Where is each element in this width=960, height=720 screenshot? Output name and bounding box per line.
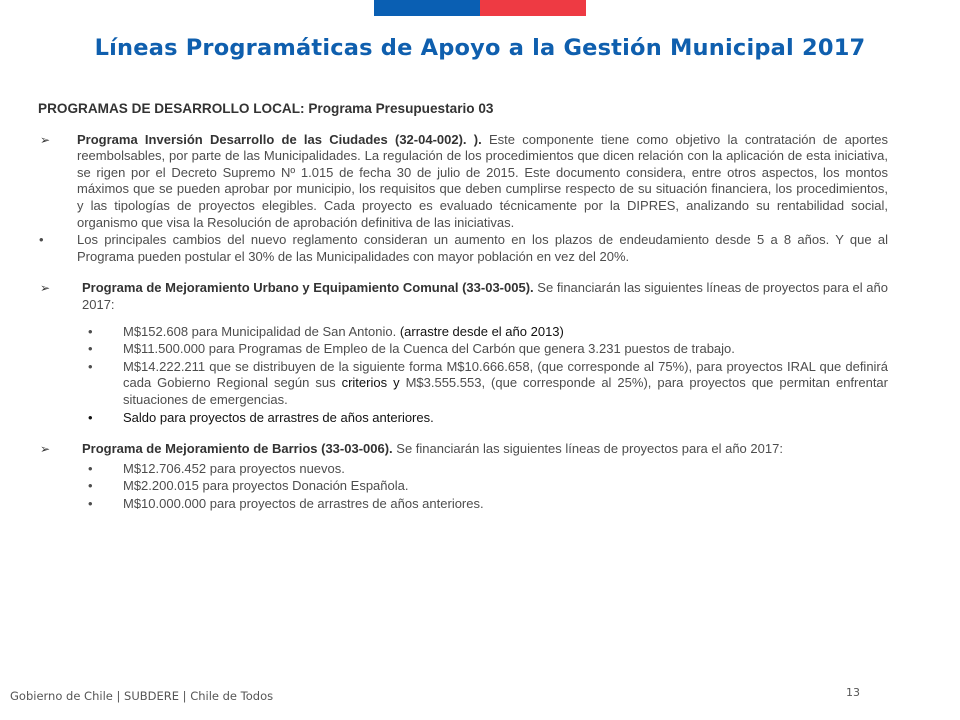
program-mejoramiento-urbano (38, 280, 888, 313)
program-lines-list (38, 461, 888, 513)
list-item (88, 359, 888, 409)
list-item (88, 478, 888, 495)
bullet-icon: • (88, 358, 93, 374)
bullet-icon: • (88, 478, 93, 494)
bullet-icon: • (88, 460, 93, 476)
program-description: Este componente tiene como objetivo la contratación de aportes reembolsables, por parte de las Municipalidades. La regulación de los procedimientos que dicen relación con la aplicación de esta iniciativa, se rigen por el Decreto Supremo Nº 1.015 de fecha 30 de julio de 2015. Este documento considera, entre otros aspectos, los montos máximos que se pueden aprobar por municipio, los requisitos que deben cumplirse respecto de su situación financiera, los procedimientos, y las tipologías de proyectos elegibles. Cada proyecto es evaluado técnicamente por la DIPRES, analizando su rentabilidad social, organismo que visa la Resolución de aprobación definitiva de las iniciativas. (77, 131, 888, 230)
program-note-text: Los principales cambios del nuevo reglamento consideran un aumento en los plazos de endeudamiento desde 5 a 8 años. Y que al Programa pueden postular el 30% de las Municipalidades con mayor población en vez del 20%. (77, 232, 888, 264)
program-description: Se financiarán las siguientes líneas de proyectos para el año 2017: (82, 280, 888, 312)
flag-blue-stripe (374, 0, 480, 16)
list-item-text: M$2.200.015 para proyectos Donación Española. (123, 478, 409, 494)
bullet-icon: • (39, 232, 44, 248)
list-item-text-end: M$3.555.553, (que corresponde al 25%), para proyectos que permitan enfrentar situaciones de emergencias. (123, 375, 888, 407)
list-item-emphasis: criterios y (341, 375, 400, 391)
program-title: Programa Inversión Desarrollo de las Ciudades (32-04-002). ). (77, 131, 482, 147)
list-item (88, 410, 888, 427)
program-text (82, 280, 888, 313)
page-number: 13 (846, 686, 860, 699)
flag-bar (374, 0, 586, 16)
list-item-text: M$12.706.452 para proyectos nuevos. (123, 460, 345, 476)
list-item (88, 324, 888, 341)
arrow-bullet-icon: ➢ (40, 442, 51, 457)
program-text (77, 132, 888, 232)
list-item-text: M$152.608 para Municipalidad de San Antonio. (123, 323, 397, 339)
list-item-note: (arrastre desde el año 2013) (396, 323, 564, 339)
list-item-text: Saldo para proyectos de arrastres de años anteriores. (123, 409, 434, 425)
flag-red-stripe (480, 0, 586, 16)
footer-text: Gobierno de Chile | SUBDERE | Chile de Todos (10, 689, 274, 703)
program-inversion-desarrollo (38, 132, 888, 232)
bullet-icon: • (88, 341, 93, 357)
list-item (88, 496, 888, 513)
program-title: Programa de Mejoramiento Urbano y Equipamiento Comunal (33-03-005). (82, 280, 534, 296)
program-text (82, 441, 888, 458)
bullet-icon: • (88, 495, 93, 511)
program-title: Programa de Mejoramiento de Barrios (33-03-006). (82, 441, 393, 457)
section-heading: PROGRAMAS DE DESARROLLO LOCAL: Programa Presupuestario 03 (38, 101, 494, 116)
program-note (38, 232, 888, 265)
list-item-text: M$14.222.211 que se distribuyen de la siguiente forma M$10.666.658, (que corresponde al 75%), para proyectos IRAL que definirá cada Gobierno Regional según sus (123, 358, 888, 391)
slide-content (38, 101, 888, 513)
list-item (88, 341, 888, 358)
program-description: Se financiarán las siguientes líneas de proyectos para el año 2017: (392, 441, 783, 457)
list-item-text: M$11.500.000 para Programas de Empleo de la Cuenca del Carbón que genera 3.231 puestos de trabajo. (123, 341, 735, 357)
list-item-text: M$10.000.000 para proyectos de arrastres de años anteriores. (123, 495, 484, 511)
bullet-icon: • (88, 409, 93, 425)
arrow-bullet-icon: ➢ (40, 281, 51, 296)
arrow-bullet-icon: ➢ (40, 132, 51, 147)
program-lines-list (38, 324, 888, 427)
bullet-icon: • (88, 323, 93, 339)
slide-title: Líneas Programáticas de Apoyo a la Gestión Municipal 2017 (94, 35, 866, 61)
program-mejoramiento-barrios (38, 441, 888, 458)
list-item (88, 461, 888, 478)
